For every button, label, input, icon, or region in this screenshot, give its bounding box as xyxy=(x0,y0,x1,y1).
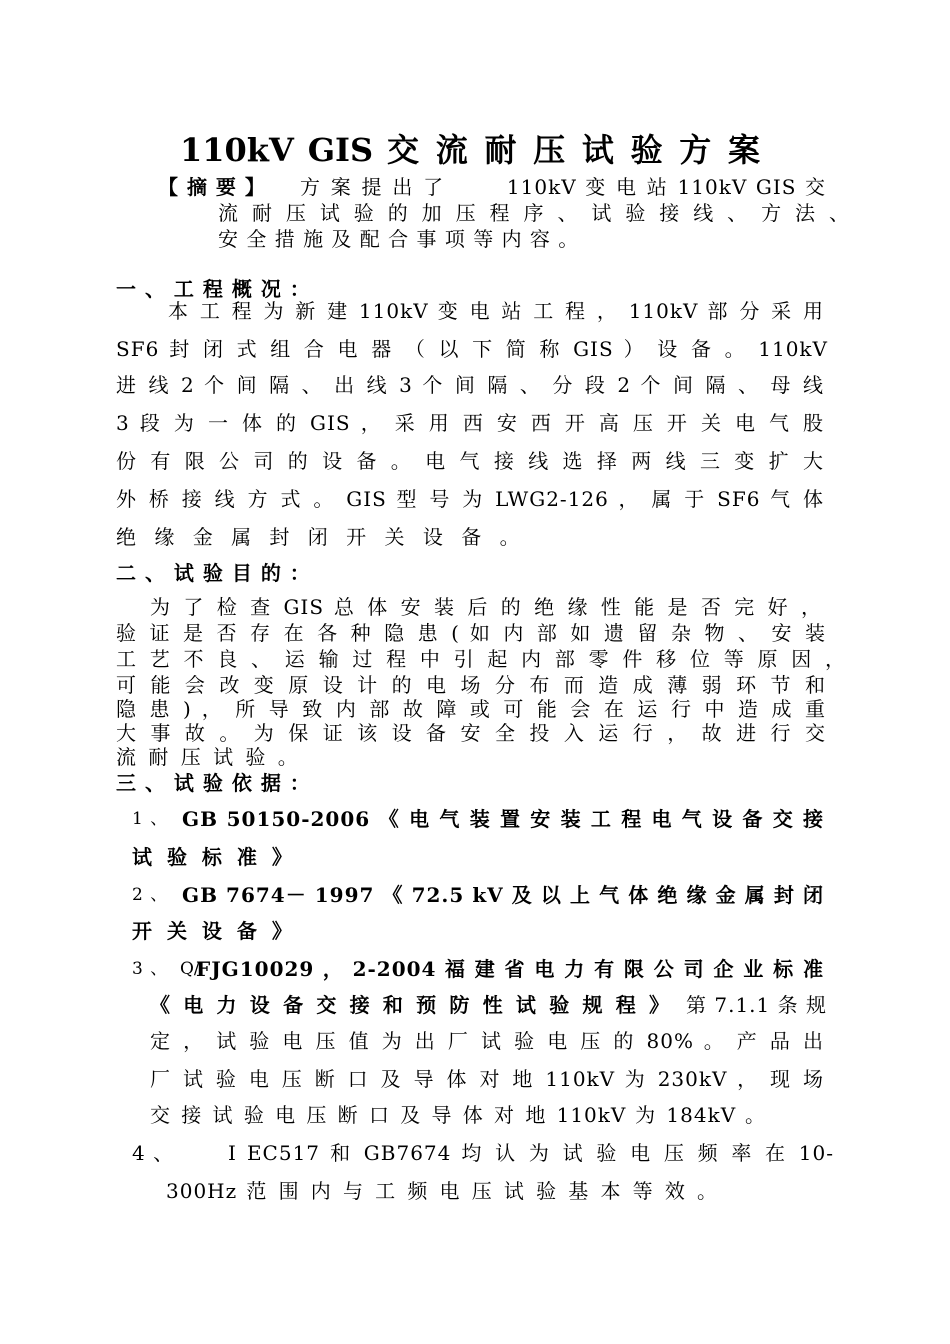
reference-code: Q/ xyxy=(180,959,200,979)
paragraph-line: 可 能 会 改 变 原 设 计 的 电 场 分 布 而 造 成 薄 弱 环 节 和 xyxy=(116,673,826,697)
list-number: 4 、 xyxy=(132,1141,175,1165)
reference-line: FJG10029 ， 2-2004 福 建 省 电 力 有 限 公 司 企 业 标 准 xyxy=(196,957,824,981)
reference-line: GB 7674－ 1997 《 72.5 kV 及 以 上 气 体 绝 缘 金 属 封 闭 xyxy=(182,883,824,907)
paragraph-line: 交 接 试 验 电 压 断 口 及 导 体 对 地 110kV 为 184kV 。 xyxy=(150,1103,766,1127)
paragraph-line: 隐 患 ) ， 所 导 致 内 部 故 障 或 可 能 会 在 运 行 中 造 成 重 xyxy=(116,697,826,721)
reference-line: 试 验 标 准 》 xyxy=(132,845,296,869)
abstract-line: 方 案 提 出 了 110kV 变 电 站 110kV GIS 交 xyxy=(300,175,826,199)
paragraph-line: 本 工 程 为 新 建 110kV 变 电 站 工 程 ， 110kV 部 分 采 用 xyxy=(168,299,824,323)
document-title: 110kV GIS 交 流 耐 压 试 验 方 案 xyxy=(180,131,760,169)
paragraph-line: 外 桥 接 线 方 式 。 GIS 型 号 为 LWG2-126 ， 属 于 SF6 气 体 xyxy=(116,487,824,511)
abstract-label: 【 摘 要 】 xyxy=(158,175,266,199)
paragraph-line: 为 了 检 查 GIS 总 体 安 装 后 的 绝 缘 性 能 是 否 完 好 ， xyxy=(150,595,822,619)
paragraph-line: 工 艺 不 良 、 运 输 过 程 中 引 起 内 部 零 件 移 位 等 原 因 ， xyxy=(116,647,846,671)
section-heading: 一 、 工 程 概 况 ： xyxy=(116,277,311,301)
paragraph-line: 进 线 2 个 间 隔 、 出 线 3 个 间 隔 、 分 段 2 个 间 隔 、 母 线 xyxy=(116,373,824,397)
paragraph-line: 定 ， 试 验 电 压 值 为 出 厂 试 验 电 压 的 80% 。 产 品 出 xyxy=(150,1029,824,1053)
paragraph-line: 流 耐 压 试 验 。 xyxy=(116,745,301,769)
section-heading: 二 、 试 验 目 的 ： xyxy=(116,561,311,585)
paragraph-line: 绝 缘 金 属 封 闭 开 关 设 备 。 xyxy=(116,525,526,549)
paragraph-line: 3 段 为 一 体 的 GIS ， 采 用 西 安 西 开 高 压 开 关 电 气 股 xyxy=(116,411,824,435)
section-heading: 三 、 试 验 依 据 ： xyxy=(116,771,311,795)
reference-line: 《 电 力 设 备 交 接 和 预 防 性 试 验 规 程 》 xyxy=(150,993,670,1017)
reference-line: 开 关 设 备 》 xyxy=(132,919,296,943)
reference-line: 第 7.1.1 条 规 xyxy=(686,993,827,1017)
list-number: 3 、 xyxy=(132,959,169,979)
paragraph-line: I EC517 和 GB7674 均 认 为 试 验 电 压 频 率 在 10- xyxy=(228,1141,834,1165)
paragraph-line: SF6 封 闭 式 组 合 电 器 （ 以 下 简 称 GIS ） 设 备 。 110kV xyxy=(116,337,828,361)
paragraph-line: 厂 试 验 电 压 断 口 及 导 体 对 地 110kV 为 230kV ， 现 场 xyxy=(150,1067,824,1091)
paragraph-line: 份 有 限 公 司 的 设 备 。 电 气 接 线 选 择 两 线 三 变 扩 大 xyxy=(116,449,824,473)
paragraph-line: 300Hz 范 围 内 与 工 频 电 压 试 验 基 本 等 效 。 xyxy=(166,1179,718,1203)
list-number: 1 、 xyxy=(132,809,169,829)
abstract-line: 流 耐 压 试 验 的 加 压 程 序 、 试 验 接 线 、 方 法 、 xyxy=(218,201,850,225)
list-number: 2 、 xyxy=(132,885,169,905)
abstract-line: 安 全 措 施 及 配 合 事 项 等 内 容 。 xyxy=(218,227,580,251)
reference-line: GB 50150-2006 《 电 气 装 置 安 装 工 程 电 气 设 备 交 接 xyxy=(182,807,824,831)
paragraph-line: 大 事 故 。 为 保 证 该 设 备 安 全 投 入 运 行 ， 故 进 行 交 xyxy=(116,721,826,745)
paragraph-line: 验 证 是 否 存 在 各 种 隐 患 ( 如 内 部 如 遗 留 杂 物 、 安 装 xyxy=(116,621,826,645)
